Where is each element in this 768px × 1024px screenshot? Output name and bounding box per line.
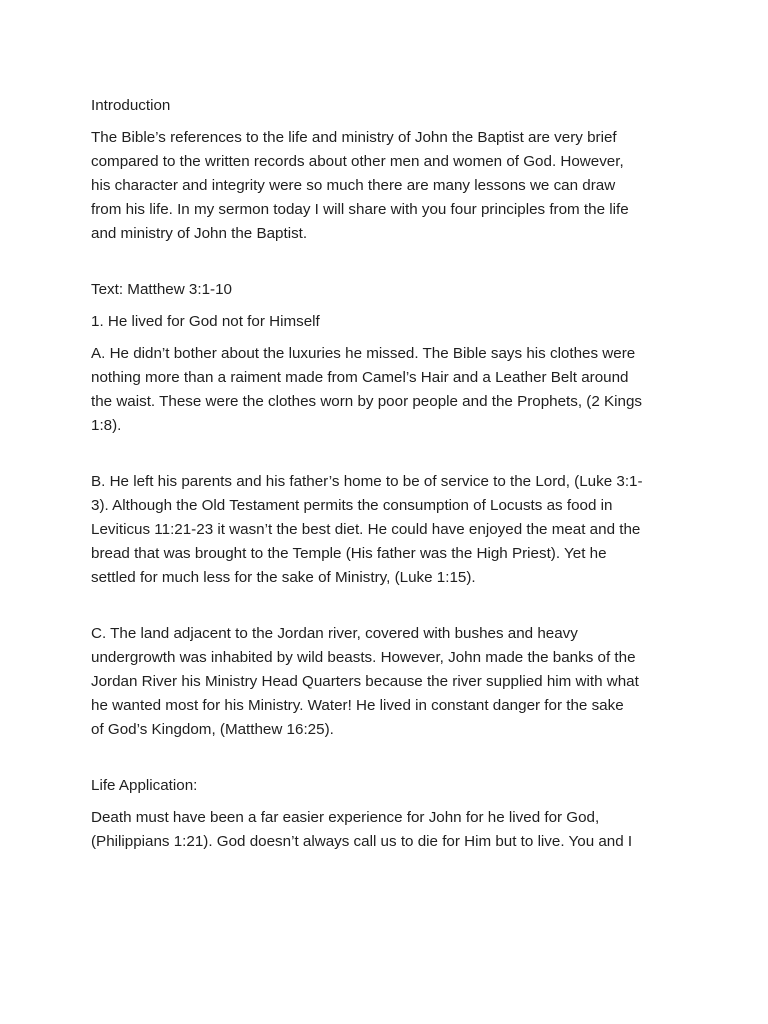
paragraph-line: Death must have been a far easier experience for John for he lived for God,	[91, 809, 600, 826]
paragraph-line: (Philippians 1:21). God doesn’t always call us to die for Him but to live. You and I	[91, 833, 633, 850]
document-page	[91, 94, 691, 854]
paragraph-line: his character and integrity were so much there are many lessons we can draw	[91, 177, 616, 194]
life-application-paragraph	[91, 806, 691, 854]
paragraph-line: bread that was brought to the Temple (His father was the High Priest). Yet he	[91, 545, 607, 562]
point-one-heading: 1. He lived for God not for Himself	[91, 313, 320, 330]
point-b-paragraph	[91, 470, 691, 590]
paragraph-line: undergrowth was inhabited by wild beasts. However, John made the banks of the	[91, 649, 636, 666]
paragraph-line: and ministry of John the Baptist.	[91, 225, 308, 242]
paragraph-line: 1:8).	[91, 417, 122, 434]
paragraph-line: B. He left his parents and his father’s home to be of service to the Lord, (Luke 3:1-	[91, 473, 643, 490]
paragraph-line: the waist. These were the clothes worn by poor people and the Prophets, (2 Kings	[91, 393, 643, 410]
paragraph-line: The Bible’s references to the life and ministry of John the Baptist are very brief	[91, 129, 617, 146]
paragraph-line: Leviticus 11:21-23 it wasn’t the best diet. He could have enjoyed the meat and the	[91, 521, 641, 538]
paragraph-line: compared to the written records about other men and women of God. However,	[91, 153, 624, 170]
text-reference: Text: Matthew 3:1-10	[91, 281, 232, 298]
point-a-paragraph	[91, 342, 691, 438]
paragraph-line: A. He didn’t bother about the luxuries he missed. The Bible says his clothes were	[91, 345, 636, 362]
paragraph-line: he wanted most for his Ministry. Water! He lived in constant danger for the sake	[91, 697, 624, 714]
paragraph-line: from his life. In my sermon today I will share with you four principles from the life	[91, 201, 629, 218]
paragraph-line: 3). Although the Old Testament permits the consumption of Locusts as food in	[91, 497, 613, 514]
paragraph-line: Jordan River his Ministry Head Quarters because the river supplied him with what	[91, 673, 639, 690]
intro-paragraph	[91, 126, 691, 246]
paragraph-line: nothing more than a raiment made from Camel’s Hair and a Leather Belt around	[91, 369, 629, 386]
life-application-heading: Life Application:	[91, 777, 198, 794]
paragraph-line: C. The land adjacent to the Jordan river, covered with bushes and heavy	[91, 625, 578, 642]
point-c-paragraph	[91, 622, 691, 742]
introduction-heading: Introduction	[91, 97, 171, 114]
paragraph-line: settled for much less for the sake of Ministry, (Luke 1:15).	[91, 569, 476, 586]
paragraph-line: of God’s Kingdom, (Matthew 16:25).	[91, 721, 334, 738]
